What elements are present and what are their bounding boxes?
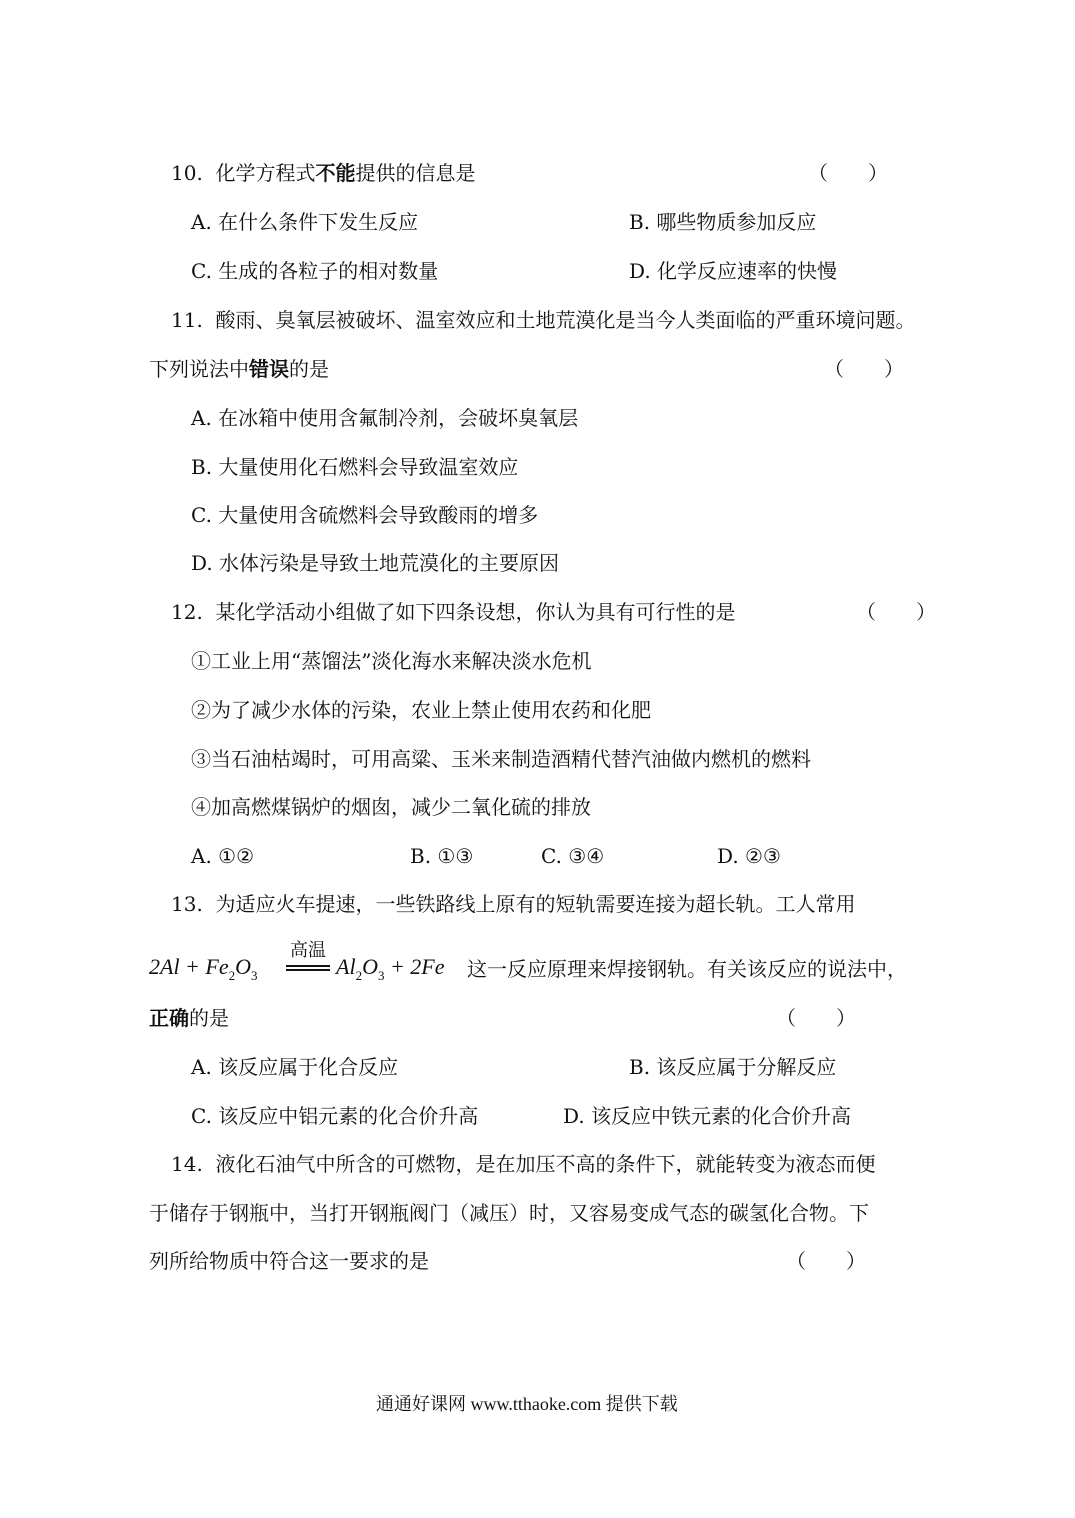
q10-option-d: D. 化学反应速率的快慢	[629, 259, 838, 283]
q12-option-b: B. ①③	[410, 844, 474, 868]
q12-answer-blank: （ ）	[856, 600, 936, 624]
q13-stem-line3: 正确的是	[149, 1006, 229, 1030]
q14-stem-line1: 14. 液化石油气中所含的可燃物，是在加压不高的条件下，就能转变为液态而便	[171, 1152, 876, 1176]
q13-answer-blank: （ ）	[776, 1006, 856, 1030]
q12-item-3: ③当石油枯竭时，可用高粱、玉米来制造酒精代替汽油做内燃机的燃料	[191, 747, 811, 771]
q13-equation-condition: 高温	[290, 940, 326, 961]
q11-answer-blank: （ ）	[824, 357, 904, 381]
q11-option-b: B. 大量使用化石燃料会导致温室效应	[191, 455, 519, 479]
q11-option-d: D. 水体污染是导致土地荒漠化的主要原因	[191, 551, 560, 575]
q13-stem-line1: 13. 为适应火车提速，一些铁路线上原有的短轨需要连接为超长轨。工人常用	[171, 892, 856, 916]
q10-option-b: B. 哪些物质参加反应	[629, 210, 817, 234]
q12-item-1: ①工业上用“蒸馏法”淡化海水来解决淡水危机	[191, 649, 592, 673]
q12-item-2: ②为了减少水体的污染，农业上禁止使用农药和化肥	[191, 698, 651, 722]
q13-equation-bar-top	[286, 965, 330, 967]
q14-stem-line2: 于储存于钢瓶中，当打开钢瓶阀门（减压）时，又容易变成气态的碳氢化合物。下	[149, 1201, 869, 1225]
q13-option-a: A. 该反应属于化合反应	[191, 1055, 399, 1079]
q13-equation-bar-bottom	[286, 969, 330, 971]
q12-item-4: ④加高燃煤锅炉的烟囱，减少二氧化硫的排放	[191, 795, 591, 819]
q12-option-a: A. ①②	[191, 844, 255, 868]
q13-equation-arrow	[286, 941, 330, 981]
q10-option-c: C. 生成的各粒子的相对数量	[191, 259, 439, 283]
q10-option-a: A. 在什么条件下发生反应	[191, 210, 419, 234]
q12-option-c: C. ③④	[541, 844, 605, 868]
q10-answer-blank: （ ）	[808, 161, 888, 185]
q13-equation-reactants: $2Al + Fe_2O_3$	[149, 954, 258, 983]
q11-option-a: A. 在冰箱中使用含氟制冷剂，会破坏臭氧层	[191, 406, 579, 430]
q13-option-d: D. 该反应中铁元素的化合价升高	[563, 1104, 852, 1128]
q11-option-c: C. 大量使用含硫燃料会导致酸雨的增多	[191, 503, 539, 527]
q14-answer-blank: （ ）	[786, 1249, 866, 1273]
q13-stem-line2: 这一反应原理来焊接钢轨。有关该反应的说法中，	[467, 957, 907, 981]
q10-stem: 10. 化学方程式不能提供的信息是	[171, 161, 476, 185]
q13-option-b: B. 该反应属于分解反应	[629, 1055, 837, 1079]
page-footer: 通通好课网 www.tthaoke.com 提供下载	[376, 1394, 678, 1414]
q13-equation-products: $Al_2O_3 + 2Fe$	[336, 954, 445, 983]
q12-stem: 12. 某化学活动小组做了如下四条设想，你认为具有可行性的是	[171, 600, 736, 624]
q12-option-d: D. ②③	[717, 844, 781, 868]
q11-stem-line2: 下列说法中错误的是	[149, 357, 329, 381]
q11-stem-line1: 11. 酸雨、臭氧层被破坏、温室效应和土地荒漠化是当今人类面临的严重环境问题。	[171, 308, 916, 332]
q13-option-c: C. 该反应中铝元素的化合价升高	[191, 1104, 479, 1128]
q14-stem-line3: 列所给物质中符合这一要求的是	[149, 1249, 429, 1273]
